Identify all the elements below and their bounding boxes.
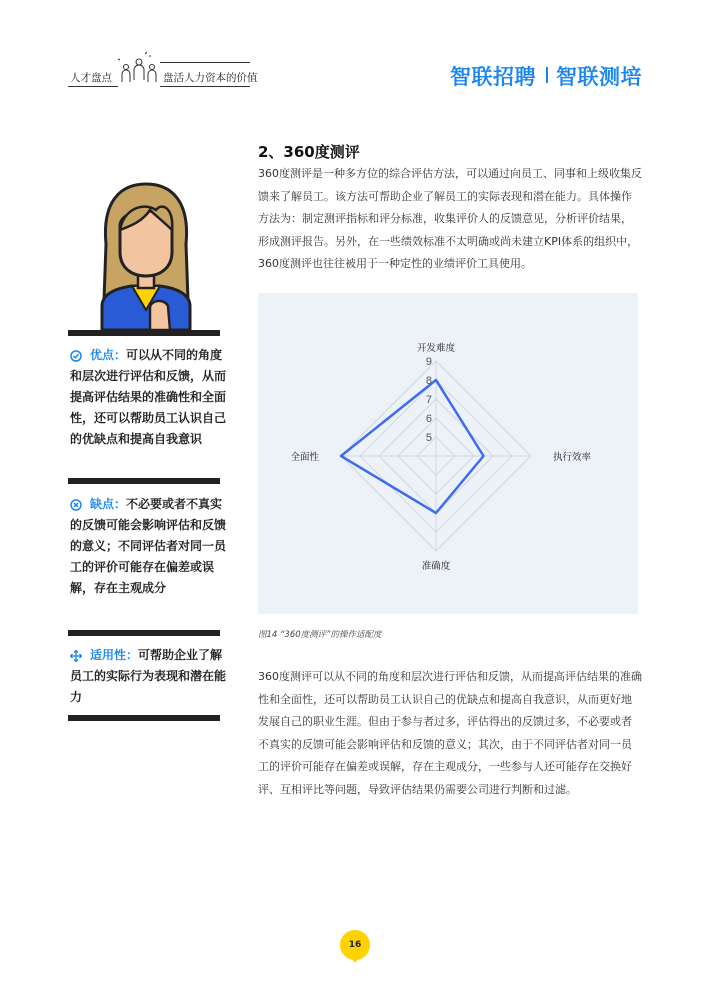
figure-caption: 图14 “360度测评”的操作适配度: [258, 630, 382, 640]
cons-label: 缺点：: [90, 497, 127, 511]
fit-block: [70, 645, 230, 708]
people-icon: [116, 50, 162, 88]
page-number-badge: 16: [340, 930, 370, 960]
radar-tick-label: 9: [425, 356, 432, 368]
page-badge-tip: [350, 956, 360, 963]
section-title: 2、360度测评: [258, 143, 360, 161]
radar-axis-label: 准确度: [421, 561, 451, 572]
cons-block: [70, 494, 230, 599]
header-right-line-bottom: [160, 86, 250, 87]
radar-chart-panel: [258, 293, 638, 614]
header-right-line: [160, 62, 250, 63]
fit-text: 可帮助企业了解员工的实际行为表现和潜在能力: [70, 648, 227, 704]
radar-tick-label: 7: [425, 394, 432, 406]
radar-chart: [258, 293, 638, 614]
pros-label: 优点：: [90, 348, 127, 362]
brand-cepei: 智联测培: [556, 65, 642, 89]
fit-label: 适用性：: [90, 648, 139, 662]
radar-tick-label: 5: [425, 432, 432, 444]
brand-separator: [546, 67, 548, 83]
sidebar-divider-4: [68, 715, 220, 721]
pros-text: 可以从不同的角度和层次进行评估和反馈，从而提高评估结果的准确性和全面性，还可以帮助员工认识自己的优缺点和提高自我意识: [70, 348, 227, 446]
cons-text: 不必要或者不真实的反馈可能会影响评估和反馈的意义；不同评估者对同一员工的评价可能存在偏差或误解，存在主观成分: [70, 497, 227, 595]
header-subtitle: 盘活人力资本的价值: [163, 72, 258, 84]
radar-axis-label: 全面性: [290, 452, 319, 463]
radar-series-line: [341, 380, 484, 513]
radar-axis-label: 执行效率: [553, 452, 592, 463]
header-left-title: 人才盘点: [70, 72, 112, 84]
woman-avatar-illustration: [98, 182, 194, 330]
radar-tick-label: 8: [425, 375, 432, 387]
pros-block: [70, 345, 230, 450]
sidebar-divider-3: [68, 630, 220, 636]
brand-zhaopin: 智联招聘: [450, 65, 536, 89]
header-left-line: [68, 86, 118, 87]
sidebar-divider-1: [68, 330, 220, 336]
radar-tick-label: 6: [425, 413, 432, 425]
sidebar-divider-2: [68, 478, 220, 484]
body-paragraph: 360度测评可以从不同的角度和层次进行评估和反馈，从而提高评估结果的准确性和全面性，还可以帮助员工认识自己的优缺点和提高自我意识，从而更好地发展自己的职业生涯。但由于参与者过多，评估得出的反馈过多，不必要或者不真实的反馈可能会影响评估和反馈的意义；其次，由于不同评估者对同一员工的评价可能存在偏差或误解，存在主观成分，一些参与人还可能存在交换好评、互相评比等问题，导致评估结果仍需要公司进行判断和过滤。: [258, 670, 642, 796]
radar-axis-label: 开发难度: [416, 343, 456, 354]
intro-paragraph: 360度测评是一种多方位的综合评估方法，可以通过向员工、同事和上级收集反馈来了解员工。该方法可帮助企业了解员工的实际表现和潜在能力。具体操作方法为：制定测评指标和评分标准，收集评价人的反馈意见，分析评价结果，形成测评报告。另外，在一些绩效标准不太明确或尚未建立KPI体系的组织中，360度测评也往往被用于一种定性的业绩评价工具使用。: [258, 167, 642, 270]
